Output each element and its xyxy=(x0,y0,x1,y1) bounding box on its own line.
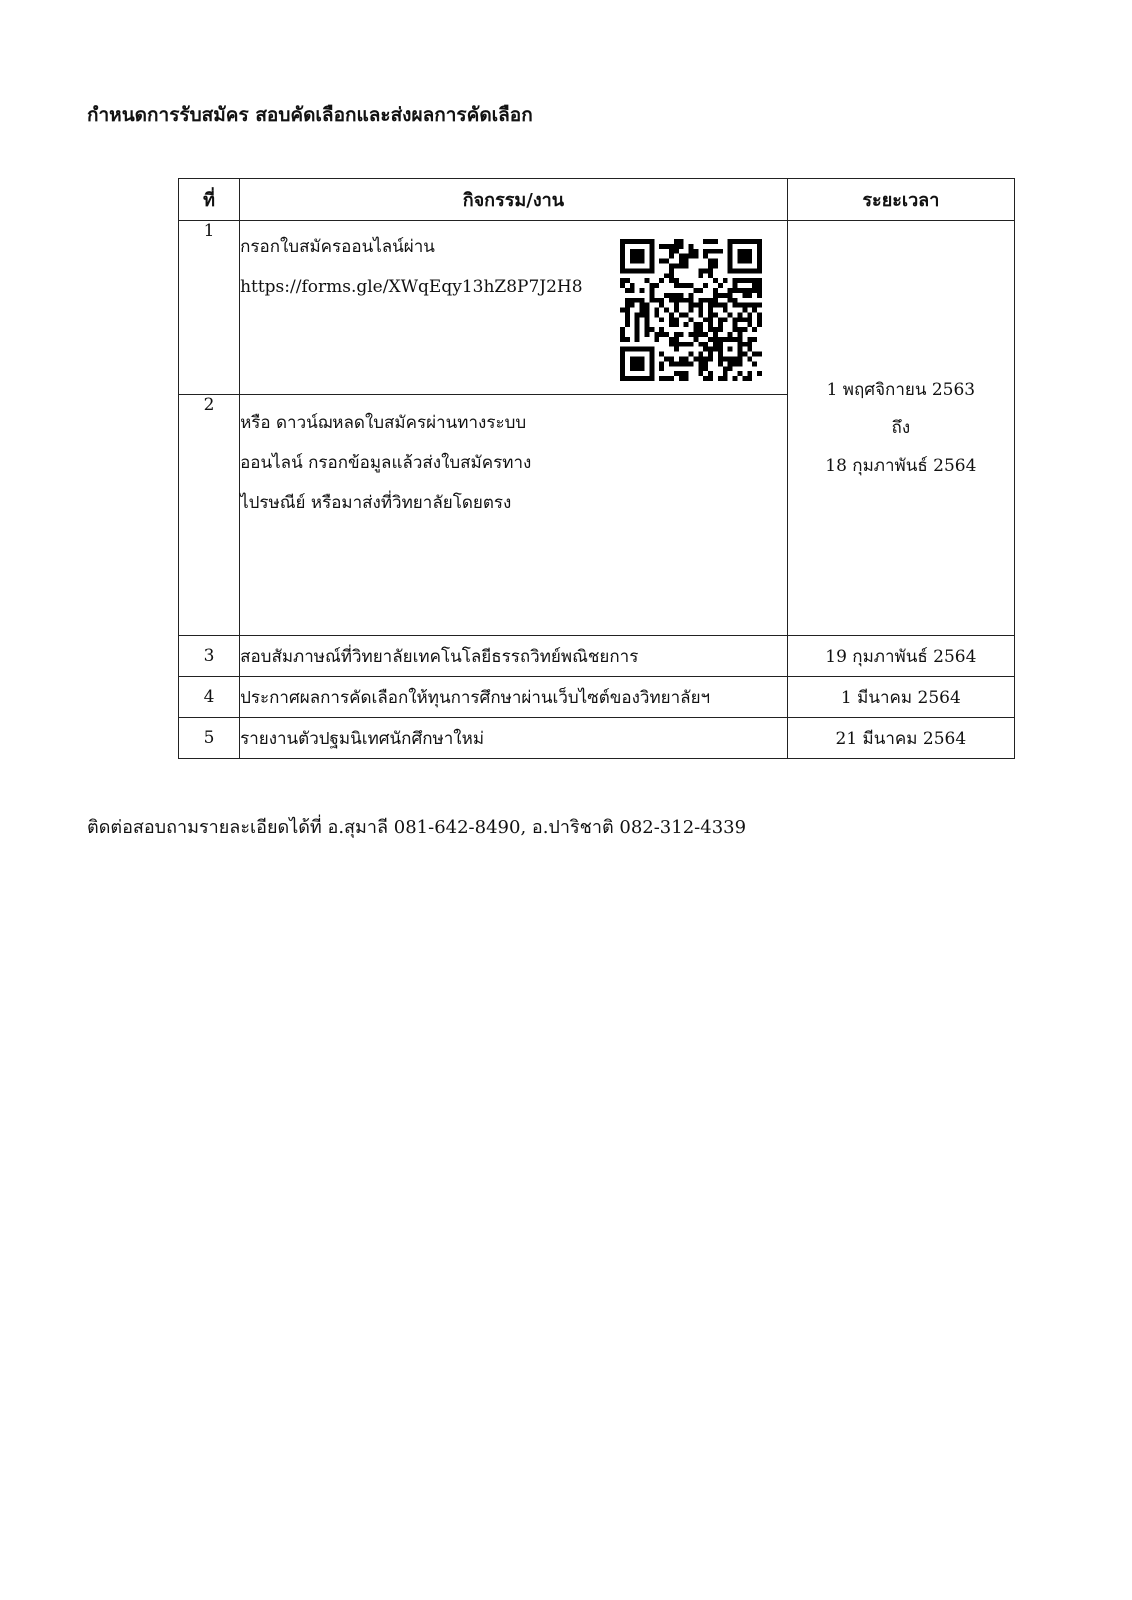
activity-cell xyxy=(240,395,788,636)
period-cell-merged xyxy=(787,221,1014,636)
row-number: 1 xyxy=(179,221,240,395)
header-no: ที่ xyxy=(179,179,240,221)
activity-cell: รายงานตัวปฐมนิเทศนักศึกษาใหม่ xyxy=(240,718,788,759)
period-start: 1 พฤศจิกายน 2563 xyxy=(826,380,976,400)
table-row xyxy=(179,221,1015,395)
period-cell: 21 มีนาคม 2564 xyxy=(787,718,1014,759)
table-row xyxy=(179,636,1015,677)
period-cell: 1 มีนาคม 2564 xyxy=(787,677,1014,718)
period-end: 18 กุมภาพันธ์ 2564 xyxy=(825,456,977,476)
table-row xyxy=(179,677,1015,718)
table-header-row xyxy=(179,179,1015,221)
period-cell: 19 กุมภาพันธ์ 2564 xyxy=(787,636,1014,677)
contact-info: ติดต่อสอบถามรายละเอียดได้ที่ อ.สุมาลี 081-642-8490, อ.ปาริชาติ 082-312-4339 xyxy=(87,817,747,838)
activity-line: ออนไลน์ กรอกข้อมูลแล้วส่งใบสมัครทาง xyxy=(240,453,532,473)
qr-code-icon xyxy=(620,239,762,381)
activity-line: กรอกใบสมัครออนไลน์ผ่าน xyxy=(240,237,435,257)
row-number: 2 xyxy=(179,395,240,636)
activity-line: หรือ ดาวน์ฌหลดใบสมัครผ่านทางระบบ xyxy=(240,413,527,433)
period-to: ถึง xyxy=(891,418,911,438)
table-row xyxy=(179,718,1015,759)
row-number: 3 xyxy=(179,636,240,677)
activity-cell xyxy=(240,221,788,395)
activity-cell: ประกาศผลการคัดเลือกให้ทุนการศึกษาผ่านเว็บไซต์ของวิทยาลัยฯ xyxy=(240,677,788,718)
row-number: 5 xyxy=(179,718,240,759)
form-link[interactable]: https://forms.gle/XWqEqy13hZ8P7J2H8 xyxy=(240,277,583,297)
row-number: 4 xyxy=(179,677,240,718)
activity-cell: สอบสัมภาษณ์ที่วิทยาลัยเทคโนโลยีธรรถวิทย์พณิชยการ xyxy=(240,636,788,677)
header-activity: กิจกรรม/งาน xyxy=(240,179,788,221)
schedule-table xyxy=(178,178,1015,759)
header-period: ระยะเวลา xyxy=(787,179,1014,221)
activity-line: ไปรษณีย์ หรือมาส่งที่วิทยาลัยโดยตรง xyxy=(240,493,512,513)
page-heading: กำหนดการรับสมัคร สอบคัดเลือกและส่งผลการคัดเลือก xyxy=(87,104,533,126)
